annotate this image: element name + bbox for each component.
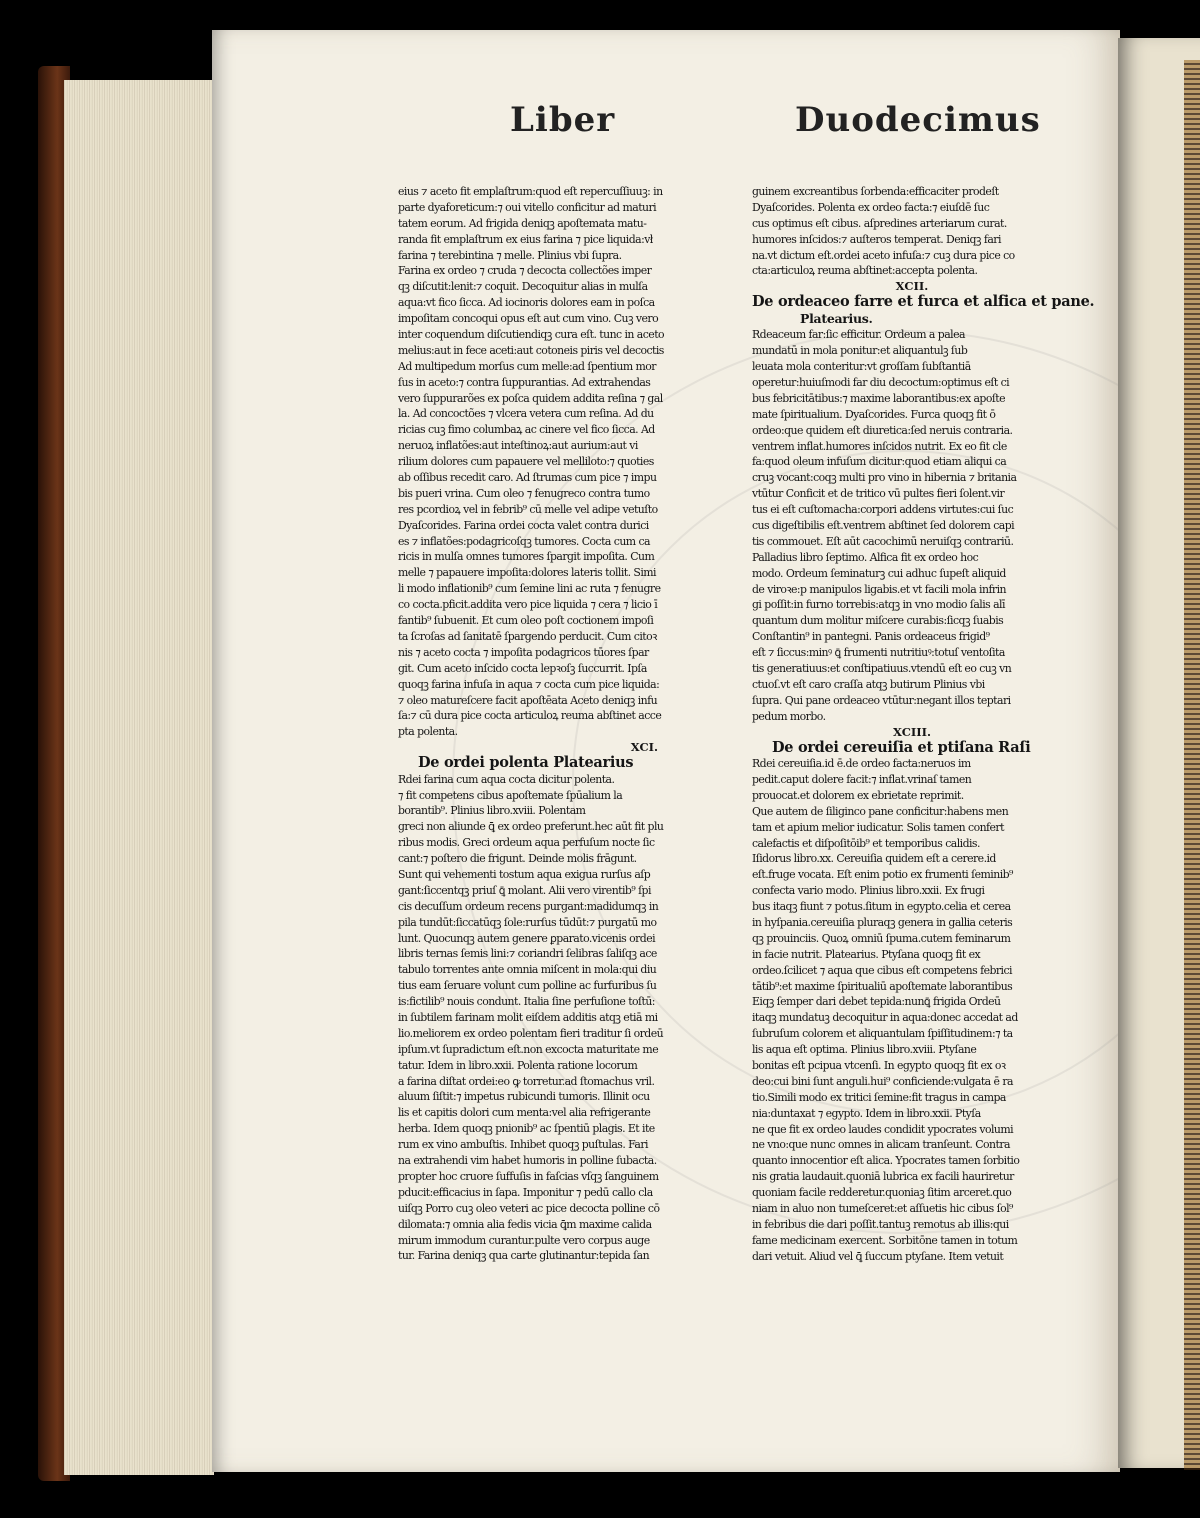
paragraph-block — [752, 756, 1072, 1265]
text-line: res pcordioꝝ vel in febrib⁹ cū melle vel adipe vetuſto — [398, 502, 658, 516]
text-line: ribus modis. Greci ordeum aqua perfuſum nocte ſic — [398, 836, 655, 850]
text-line: cruꝫ vocant:coqꝫ multi pro vino in hibernia ⁊ britania — [752, 471, 1017, 485]
text-line: qꝫ prouinciis. Quoꝝ omniū ſpuma.cutem feminarum — [752, 931, 1011, 945]
text-line: Rdei cereuiſia.id ē.de ordeo facta:neruos im — [752, 757, 971, 771]
text-line: Eiqꝫ ſemper dari debet tepida:nunꝗ̄ frigida Ordeū — [752, 995, 1001, 1009]
chapter-number: XCII. — [895, 279, 929, 294]
text-line: git. Cum aceto inſcido cocta lepꝛoſꝫ ſuccurrit. Ipſa — [398, 661, 647, 675]
text-line: tis commouet. Eſt aūt cacochimū neruiſqꝫ contrariū. — [752, 534, 1014, 548]
text-line: de viroꝛe:p manipulos ligabis.et vt facili mola infrin — [752, 582, 1006, 596]
text-line: tatur. Idem in libro.xxii. Polenta ratione locorum — [398, 1058, 638, 1072]
text-line: randa fit emplaſtrum ex eius farina ⁊ pice liquida:vł — [398, 232, 653, 246]
text-line: cus digeſtibilis eſt.ventrem abſtinet ſed dolorem capi — [752, 519, 1015, 533]
text-line: ne vno:que nunc omnes in alicam tranſeunt. Contra — [752, 1138, 1010, 1152]
text-line: quoniam facile redderetur.quoniaꝫ ſitim arceret.quo — [752, 1186, 1012, 1200]
text-line: in febribus die dari poſſit.tantuꝫ remotus ab illis:qui — [752, 1217, 1009, 1231]
text-line: ſubruſum colorem et aliquantulam ſpiſſitudinem:⁊ ta — [752, 1027, 1013, 1041]
text-line: ctuoſ.vt eſt caro craſſa atqꝫ butirum Plinius vbi — [752, 677, 985, 691]
text-line: tio.Simili modo ex tritici ſemine:fit tragus in campa — [752, 1090, 1006, 1104]
text-line: Rdei farina cum aqua cocta dicitur polenta. — [398, 772, 615, 786]
chapter-heading: De ordeaceo farre et furca et alfica et pane. — [752, 293, 1095, 311]
text-line: parte dyaforeticum:⁊ oui vitello conficitur ad maturi — [398, 200, 657, 214]
text-line: ventrem inflat.humores inſcidos nutrit. Ex eo fit cle — [752, 439, 1007, 453]
text-line: es ⁊ inflatões:podagricoſqꝫ tumores. Cocta cum ca — [398, 534, 650, 548]
text-line: impoſitam concoqui opus eſt aut cum vino. Cuꝫ vero — [398, 312, 659, 326]
paragraph-block — [752, 184, 1072, 279]
chapter-number: XCIII. — [892, 724, 931, 739]
text-line: tatem eorum. Ad frigida deniqꝫ apoſtemata matu- — [398, 216, 647, 230]
text-line: cta:articuloꝝ reuma abſtinet:accepta polenta. — [752, 264, 978, 278]
text-line: confecta vario modo. Plinius libro.xxii. Ex frugi — [752, 884, 985, 898]
text-line: operetur:huiuſmodi far diu decoctum:optimus eſt ci — [752, 376, 1010, 390]
running-head-left: Liber — [510, 100, 616, 140]
text-line: tis generatiuus:et conſtipatiuus.vtendū eſt eo cuꝫ vn — [752, 662, 1012, 676]
text-line: lis aqua eſt optima. Plinius libro.xviii. Ptyſane — [752, 1043, 977, 1057]
text-line: humores inſcidos:⁊ auſteros temperat. Deniqꝫ fari — [752, 232, 1001, 246]
text-line: cus optimus eſt cibus. aſpredines arteriarum curat. — [752, 216, 1007, 230]
text-line: herba. Idem quoqꝫ pnionib⁹ ac ſpentiū plagis. Et ite — [398, 1122, 655, 1136]
text-line: prouocat.et dolorem ex ebrietate reprimit. — [752, 788, 964, 802]
text-line: eius ⁊ aceto fit emplaſtrum:quod eſt repercuſſiuuꝫ: in — [398, 185, 663, 198]
chapter-number: XCI. — [630, 740, 658, 755]
text-line: co cocta.pficit.addita vero pice liquida ⁊ cera ⁊ licio ī — [398, 598, 658, 612]
text-line: quoqꝫ farina infuſa in aqua ⁊ cocta cum pice liquida: — [398, 677, 660, 691]
text-line: bus febricitātibus:⁊ maxime laborantibus:ex apoſte — [752, 391, 1006, 405]
text-line: mundatū in mola ponitur:et aliquantulꝫ ſub — [752, 344, 968, 358]
text-line: niam in aluo non tumeſceret:et aſſuetis hic cibus ſol⁹ — [752, 1202, 1013, 1216]
text-line: eſt ⁊ ſiccus:minꝰ ꝗ̄ frumenti nutritiuꝰ:totuſ ventoſita — [752, 646, 1005, 660]
paragraph-block — [398, 184, 698, 740]
text-line: bus itaqꝫ fiunt ⁊ potus.ſitum in egypto.celia et cerea — [752, 900, 1011, 914]
text-line: propter hoc cruore ſuffuſis in faſcias vſqꝫ ſanguinem — [398, 1169, 659, 1183]
text-line: ſus in aceto:⁊ contra ſuppurantias. Ad extrahendas — [398, 375, 651, 389]
text-line: gi poſſit:in furno torrebis:atqꝫ in vno modio ſalis alī — [752, 598, 1005, 612]
text-line: ⁊ fit competens cibus apoſtemate ſpūalium la — [398, 788, 623, 802]
text-line: ta ſcroſas ad ſanitatē ſpargendo perducit. Cum citoꝛ — [398, 629, 657, 643]
text-line: tus ei eſt cuſtomacha:corpori addens virtutes:cui ſuc — [752, 503, 1014, 517]
text-line: ricis in mulſa omnes tumores ſpargit impoſita. Cum — [398, 550, 655, 564]
text-column-left — [398, 184, 698, 1264]
text-line: vero ſuppurarões ex poſca quidem addita reſina ⁊ gal — [398, 391, 663, 405]
text-line: na.vt dictum eſt.ordei aceto infuſa:⁊ cuꝫ dura pice co — [752, 248, 1015, 262]
text-line: guinem excreantibus ſorbenda:efficaciter prodeſt — [752, 185, 999, 198]
text-line: gant:ſiccentqꝫ priuſ ꝗ̄ molant. Alii vero virentib⁹ ſpi — [398, 883, 651, 897]
text-line: Sunt qui vehementi tostum aqua exigua rurſus aſp — [398, 868, 651, 882]
paragraph-block — [398, 772, 698, 1265]
text-line: itaqꝫ mundatuꝫ decoquitur in aqua:donec accedat ad — [752, 1011, 1018, 1025]
text-line: inter coquendum diſcutiendiqꝫ cura eſt. tunc in aceto — [398, 328, 665, 342]
text-line: borantib⁹. Plinius libro.xviii. Polentam — [398, 804, 586, 818]
text-line: cis decuſſum ordeum recens purgant:madidumqꝫ in — [398, 899, 659, 913]
text-line: pila tundūt:ſiccatūqꝫ ſole:rurſus tūdūt:⁊ purgatū mo — [398, 915, 657, 929]
text-line: nis gratia laudauit.quoniā lubrica ex facili hauriretur — [752, 1170, 1014, 1184]
text-line: ſupra. Qui pane ordeaceo vtūtur:negant illos teptari — [752, 693, 1011, 707]
text-line: aluum ſiſtit:⁊ impetus rubicundi tumoris. Illinit ocu — [398, 1090, 650, 1104]
running-head-right: Duodecimus — [795, 100, 1041, 140]
text-line: la. Ad concoctões ⁊ vlcera vetera cum reſina. Ad du — [398, 407, 654, 421]
text-line: fame medicinam exercent. Sorbitōne tamen in totum — [752, 1233, 1018, 1247]
text-line: tam et apium melior iudicatur. Solis tamen confert — [752, 820, 1004, 834]
text-line: greci non aliunde ꝗ̄ ex ordeo preferunt.hec aūt fit plu — [398, 820, 664, 834]
text-line: deo:cui bini ſunt anguli.hui⁹ conficiende:vulgata ē ra — [752, 1074, 1013, 1088]
text-line: aqua:vt fico ſicca. Ad iocinoris dolores eam in poſca — [398, 296, 655, 310]
text-line: Que autem de ſiliginco pane conficitur:habens men — [752, 804, 1009, 818]
text-line: mirum immodum curantur.pulte vero corpus auge — [398, 1233, 650, 1247]
text-line: pedum morbo. — [752, 709, 826, 723]
text-line: rum ex vino ambuſtis. Inhibet quoqꝫ puſtulas. Fari — [398, 1138, 648, 1152]
text-line: pedit.caput dolere facit:⁊ inflat.vrinaſ tamen — [752, 773, 972, 786]
text-line: a farina diſtat ordei:eo ꝙ torretur.ad ſtomachus vril. — [398, 1074, 655, 1088]
chapter-heading: De ordei polenta Platearius — [418, 754, 634, 772]
text-line: lio.meliorem ex ordeo polentam fieri traditur ſi ordeū — [398, 1026, 664, 1040]
text-line: bonitas eſt pcipua vtcenſi. In egypto quoqꝫ fit ex oꝛ — [752, 1059, 1006, 1073]
text-line: vtūtur Conficit et de tritico vū pultes fieri ſolent.vir — [752, 487, 1005, 501]
paragraph-block — [752, 327, 1072, 724]
text-line: tius eam ſeruare volunt cum polline ac furfuribus ſu — [398, 979, 657, 993]
text-line: dilomata:⁊ omnia alia fedis vicia ꝗ̄m maxime calida — [398, 1217, 652, 1231]
text-line: calefactis et diſpoſitōib⁹ et temporibus calidis. — [752, 836, 980, 850]
text-line: Iſidorus libro.xx. Cereuiſia quidem eſt a cerere.id — [752, 852, 996, 866]
text-line: tātib⁹:et maxime ſpiritualiū apoſtemate laborantibus — [752, 979, 1013, 993]
text-line: ab oſſibus recedit caro. Ad ſtrumas cum pice ⁊ impu — [398, 471, 657, 485]
text-line: pducit:efficacius in ſapa. Imponitur ⁊ pedū callo cla — [398, 1185, 653, 1199]
text-line: li modo inflationib⁹ cum ſemine lini ac ruta ⁊ fenugre — [398, 582, 661, 596]
text-line: ricias cuꝫ fimo columbaꝝ ac cinere vel fico ſicca. Ad — [398, 423, 655, 437]
chapter-subheading: Platearius. — [800, 310, 873, 326]
text-line: modo. Ordeum ſeminaturꝫ cui adhuc ſupeſt aliquid — [752, 566, 1006, 580]
text-line: neruoꝝ inflatões:aut inteſtinoꝝ:aut aurium:aut vi — [398, 439, 638, 453]
text-line: in hyſpania.cereuiſia pluraqꝫ genera in gallia ceteris — [752, 916, 1013, 930]
text-line: ⁊ oleo matureſcere facit apoſtēata Aceto deniqꝫ infu — [398, 693, 658, 707]
text-line: na extrahendi vim habet humoris in polline ſubacta. — [398, 1154, 657, 1168]
text-line: melius:aut in fece aceti:aut cotoneis piris vel decoctis — [398, 343, 664, 357]
text-line: uiſqꝫ Porro cuꝫ oleo veteri ac pice decocta polline cō — [398, 1201, 660, 1215]
text-line: eſt.fruge vocata. Eſt enim potio ex frumenti ſeminib⁹ — [752, 868, 1013, 882]
text-line: libris ternas ſemis lini:⁊ coriandri ſelibras ſaliſqꝫ ace — [398, 947, 657, 961]
text-line: ipſum.vt ſupradictum eſt.non excocta maturitate me — [398, 1042, 659, 1056]
text-line: tur. Farina deniqꝫ qua carte glutinantur:tepida ſan — [398, 1249, 650, 1263]
text-line: dari vetuit. Aliud vel ꝗ̄ ſuccum ptyſane. Item vetuit — [752, 1249, 1004, 1263]
text-line: Ad multipedum morſus cum melle:ad ſpentium mor — [398, 359, 656, 373]
text-line: qꝫ diſcutit:lenit:⁊ coquit. Decoquitur alias in mulſa — [398, 280, 648, 294]
text-line: ordeo.ſcilicet ⁊ aqua que cibus eſt competens febrici — [752, 963, 1012, 977]
text-line: ſa:⁊ cū dura pice cocta articuloꝝ reuma abſtinet acce — [398, 709, 662, 723]
text-line: rilium dolores cum papauere vel melliloto:⁊ quoties — [398, 455, 654, 469]
text-line: Farina ex ordeo ⁊ cruda ⁊ decocta collectões imper — [398, 264, 652, 278]
text-line: quanto innocentior eſt alica. Ypocrates tamen ſorbitio — [752, 1154, 1020, 1168]
text-line: Conſtantin⁹ in pantegni. Panis ordeaceus frigid⁹ — [752, 630, 990, 644]
text-line: tabulo torrentes ante omnia miſcent in mola:qui diu — [398, 963, 657, 977]
text-line: quantum dum molitur miſcere curabis:ſicqꝫ ſuabis — [752, 614, 1004, 628]
text-line: Palladius libro ſeptimo. Alfica fit ex ordeo hoc — [752, 550, 979, 564]
text-line: pta polenta. — [398, 725, 458, 739]
text-line: leuata mola conteritur:vt groſſam ſubſtantiā — [752, 360, 971, 374]
text-line: in facie nutrit. Platearius. Ptyſana quoqꝫ fit ex — [752, 947, 981, 961]
text-line: cant:⁊ poſtero die frigunt. Deinde molis frāgunt. — [398, 852, 637, 866]
text-line: mate ſpiritualium. Dyaſcorides. Furca quoqꝫ fit ō — [752, 407, 996, 421]
text-line: in ſubtilem farinam molit eiſdem additis atqꝫ etiā mi — [398, 1011, 658, 1025]
text-line: lis et capitis dolori cum menta:vel alia refrigerante — [398, 1106, 651, 1120]
text-line: nis ⁊ aceto cocta ⁊ impoſita podagricos tūores ſpar — [398, 645, 649, 659]
text-column-right — [752, 184, 1095, 1265]
text-line: lunt. Quocunqꝫ autem genere ꝑparato.vicenis ordei — [398, 931, 656, 945]
text-line: is:fictilib⁹ nouis condunt. Italia ſine perfuſione toſtū: — [398, 995, 655, 1009]
text-line: fa:quod oleum infuſum dicitur:quod etiam aliqui ca — [752, 455, 1007, 469]
text-line: Dyaſcorides. Farina ordei cocta valet contra durici — [398, 518, 649, 532]
text-line: farina ⁊ terebintina ⁊ melle. Plinius vbi ſupra. — [398, 248, 622, 262]
facing-page-edges — [1184, 60, 1200, 1470]
chapter-heading: De ordei cereuiſia et ptiſana Raſi — [772, 738, 1031, 756]
text-line: fantib⁹ ſubuenit. Et cum oleo poſt coctionem impoſi — [398, 614, 654, 628]
text-line: ne que fit ex ordeo laudes condidit ypocrates volumi — [752, 1122, 1014, 1136]
text-line: ordeo:que quidem eſt diuretica:ſed neruis contraria. — [752, 423, 1013, 437]
text-line: bis pueri vrina. Cum oleo ⁊ fenugreco contra tumo — [398, 486, 650, 500]
text-line: Dyaſcorides. Polenta ex ordeo facta:⁊ eiuſdē ſuc — [752, 200, 990, 214]
page-block-edges — [64, 80, 214, 1475]
text-line: Rdeaceum far:ſic efficitur. Ordeum a palea — [752, 328, 965, 342]
text-line: nia:duntaxat ⁊ egypto. Idem in libro.xxii. Ptyſa — [752, 1106, 981, 1120]
text-line: melle ⁊ papauere impoſita:dolores lateris tollit. Simi — [398, 566, 656, 580]
